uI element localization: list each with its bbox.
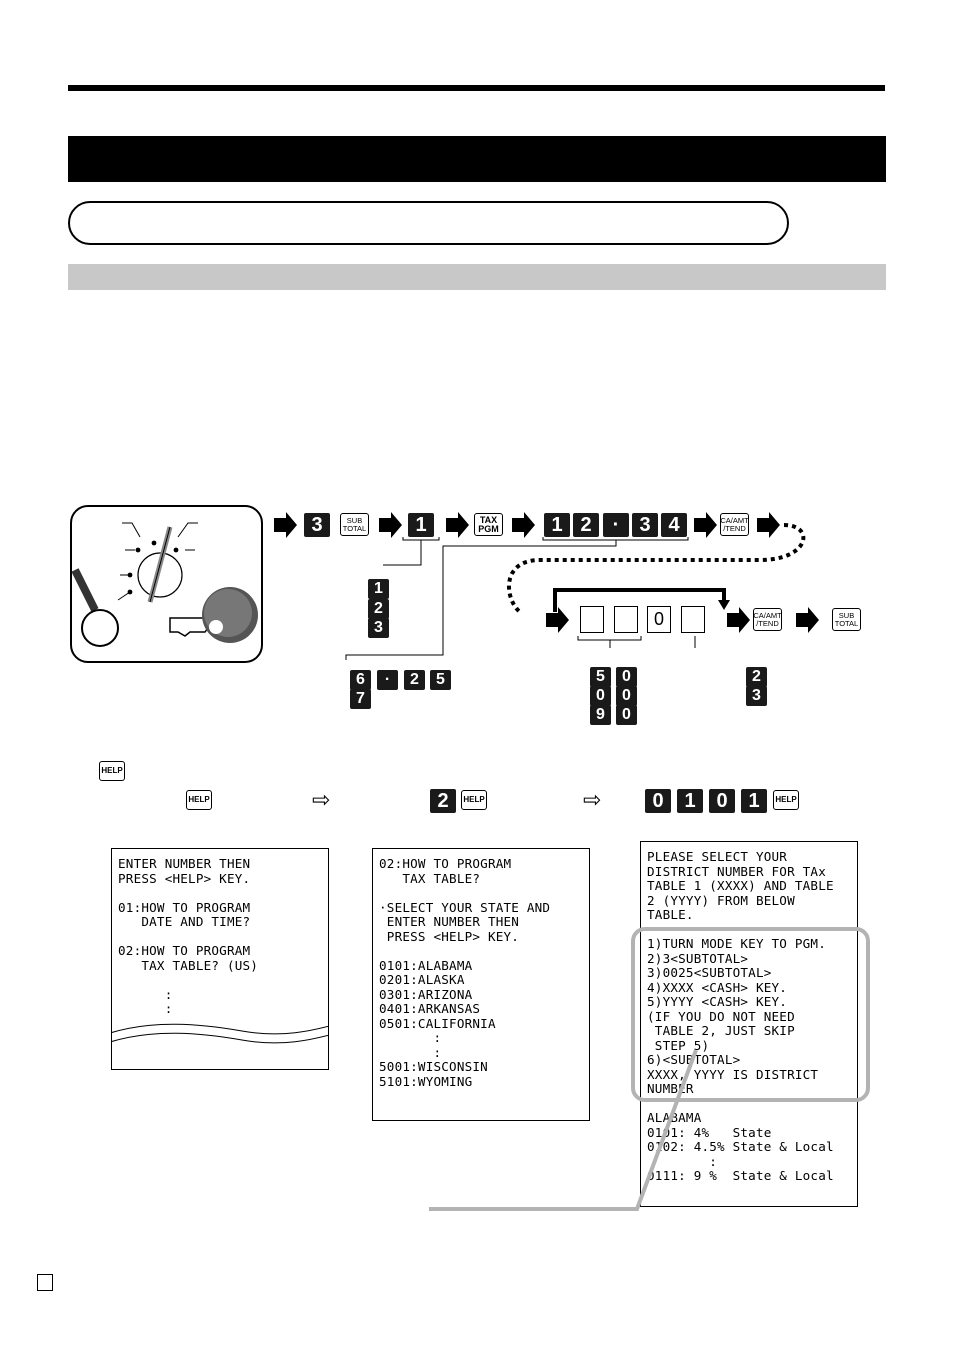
entry-box-zero: 0 <box>647 606 671 633</box>
page-number-box <box>37 1274 53 1291</box>
rounding-key-0b[interactable]: 0 <box>590 686 611 706</box>
table-choice-2[interactable]: 2 <box>368 599 389 619</box>
rounding-key-0a[interactable]: 0 <box>616 667 637 687</box>
rate-example-key-7[interactable]: 7 <box>350 689 371 709</box>
rounding-key-0c[interactable]: 0 <box>616 686 637 706</box>
help-key-step2[interactable]: HELP <box>461 790 487 810</box>
rate-example-key-6[interactable]: 6 <box>350 670 371 690</box>
rate-example-key-2[interactable]: 2 <box>404 670 425 690</box>
method-key-3[interactable]: 3 <box>746 686 767 706</box>
rounding-key-9[interactable]: 9 <box>590 705 611 725</box>
key-3[interactable]: 3 <box>304 513 330 537</box>
subtotal-label-1b: SUB <box>838 610 855 620</box>
rounding-key-0d[interactable]: 0 <box>616 705 637 725</box>
table-choice-3[interactable]: 3 <box>368 618 389 638</box>
rounding-key-5[interactable]: 5 <box>590 667 611 687</box>
rate-key-1[interactable]: 1 <box>544 513 570 537</box>
help-screen-3-text: PLEASE SELECT YOUR DISTRICT NUMBER FOR TAx TABLE 1 (XXXX) AND TABLE 2 (YYYY) FROM BELOW TABLE. 1)TURN MODE KEY TO PGM. 2)3<SUBTOTAL> 3)0025<SUBTOTAL> 4)XXXX <CASH> KEY. 5)YYYY <CASH> KEY. (IF YOU DO NOT NEED TABLE 2, JUST SKIP STEP 5) 6)<SUBTOTAL> XXXX, YYYY IS DISTRICT NUMBER ALABAMA 0101: 4% State 0102: 4.5% State & Local : 0111: 9 % State & Local <box>647 849 834 1183</box>
ca-label-1: CA/AMT <box>720 515 749 525</box>
ca-label-1b: CA/AMT <box>753 610 782 620</box>
subtotal-label-2b: TOTAL <box>834 618 859 628</box>
rate-key-3[interactable]: 3 <box>632 513 658 537</box>
help-step3-key-1b[interactable]: 1 <box>741 789 767 813</box>
help-step2-key[interactable]: 2 <box>430 789 456 813</box>
table-choice-1[interactable]: 1 <box>368 579 389 599</box>
rate-key-4[interactable]: 4 <box>661 513 687 537</box>
rate-example-key-dot[interactable]: · <box>377 670 398 690</box>
help-step3-key-0a[interactable]: 0 <box>645 789 671 813</box>
rate-key-2[interactable]: 2 <box>573 513 599 537</box>
key-1[interactable]: 1 <box>408 513 434 537</box>
next-arrow-icon-2: ⇨ <box>583 787 602 812</box>
ca-label-2: /TEND <box>723 523 746 533</box>
help-screen-1-text: ENTER NUMBER THEN PRESS <HELP> KEY. 01:HOW TO PROGRAM DATE AND TIME? 02:HOW TO PROGRAM TAX TABLE? (US) : : <box>118 856 259 1016</box>
tax-pgm-label-2: PGM <box>478 523 499 534</box>
subtotal-label-1: SUB <box>346 515 363 525</box>
help-key-step3[interactable]: HELP <box>773 790 799 810</box>
rate-key-dot[interactable]: · <box>603 513 629 537</box>
help-step3-key-0b[interactable]: 0 <box>709 789 735 813</box>
help-key-step1[interactable]: HELP <box>186 790 212 810</box>
help-key-legend[interactable]: HELP <box>99 761 125 781</box>
help-step3-key-1a[interactable]: 1 <box>677 789 703 813</box>
ca-label-2b: /TEND <box>756 618 779 628</box>
tax-pgm-label-1: TAX <box>479 514 498 525</box>
method-key-2[interactable]: 2 <box>746 667 767 687</box>
next-arrow-icon-1: ⇨ <box>312 787 331 812</box>
help-screen-2-text: 02:HOW TO PROGRAM TAX TABLE? ·SELECT YOUR STATE AND ENTER NUMBER THEN PRESS <HELP> KEY. 0101:ALABAMA 0201:ALASKA 0301:ARIZONA 0401:ARKANSAS 0501:CALIFORNIA : : 5001:WISCONSIN 5101:WYOMING <box>379 856 551 1089</box>
subtotal-label-2: TOTAL <box>342 523 367 533</box>
rate-example-key-5[interactable]: 5 <box>430 670 451 690</box>
